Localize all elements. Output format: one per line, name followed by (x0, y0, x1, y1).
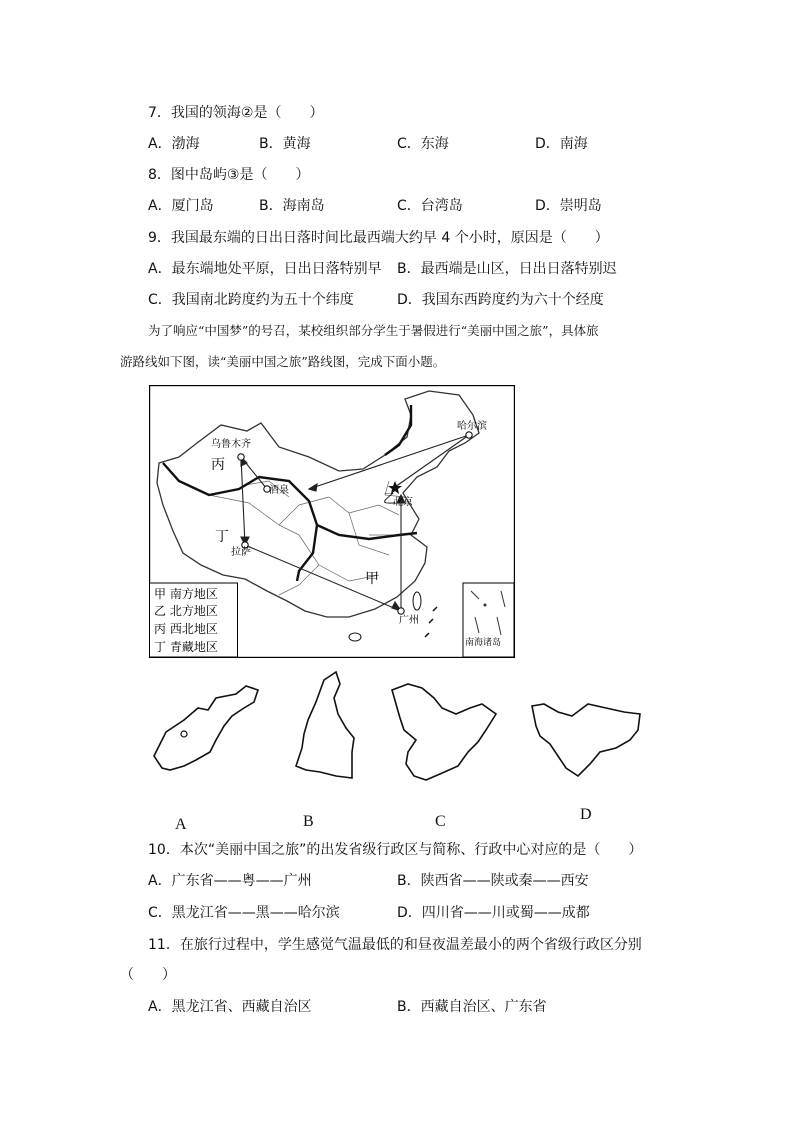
intro-line-2: 游路线如下图，读“美丽中国之旅”路线图，完成下面小题。 (120, 354, 446, 369)
region-bing: 丙 (211, 457, 225, 473)
intro-line-1: 为了响应“中国梦”的号召，某校组织部分学生于暑假进行“美丽中国之旅”，具体旅 (148, 323, 599, 338)
city-beijing: 北京 (393, 497, 413, 508)
legend-jia: 甲 南方地区 (154, 587, 218, 601)
province-shape-a (154, 686, 258, 770)
route-map (149, 385, 515, 658)
q7-option-d: D．南海 (535, 136, 588, 152)
city-urumqi: 乌鲁木齐 (211, 439, 251, 450)
legend-ding: 丁 青藏地区 (154, 640, 218, 654)
q7-option-a: A．渤海 (148, 136, 200, 152)
city-guangzhou: 广州 (399, 615, 419, 626)
province-shape-d (532, 704, 640, 776)
q10-option-c: C．黑龙江省——黑——哈尔滨 (148, 905, 340, 921)
q11-stem: 11．在旅行过程中，学生感觉气温最低的和昼夜温差最小的两个省级行政区分别 (148, 937, 642, 953)
q10-stem: 10．本次“美丽中国之旅”的出发省级行政区与简称、行政中心对应的是（ ） (148, 842, 643, 858)
province-shape-c (392, 684, 496, 780)
region-jia: 甲 (365, 571, 379, 587)
province-shape-b (296, 672, 354, 778)
inset-south-china-sea: 南海诸岛 (465, 638, 502, 648)
shape-label-b: B (303, 813, 314, 830)
q9-stem: 9．我国最东端的日出日落时间比最西端大约早 4 个小时，原因是（ ） (148, 230, 609, 246)
q9-option-a: A．最东端地处平原，日出日落特别早 (148, 261, 382, 277)
q8-option-a: A．厦门岛 (148, 198, 214, 214)
q8-stem: 8．图中岛屿③是（ ） (148, 167, 310, 183)
q8-option-b: B．海南岛 (259, 198, 325, 214)
q10-option-d: D．四川省——川或蜀——成都 (397, 905, 590, 921)
city-lhasa: 拉萨 (231, 547, 251, 558)
legend-bing: 丙 西北地区 (154, 622, 218, 636)
q10-option-b: B．陕西省——陕或秦——西安 (397, 873, 589, 889)
shape-label-d: D (580, 806, 592, 823)
region-yi: 乙 (383, 492, 397, 507)
city-jiuquan: 酒泉 (269, 485, 289, 496)
q8-option-c: C．台湾岛 (397, 198, 463, 214)
q7-option-c: C．东海 (397, 136, 449, 152)
q9-option-b: B．最西端是山区，日出日落特别迟 (397, 261, 617, 277)
q9-option-c: C．我国南北跨度约为五十个纬度 (148, 292, 354, 308)
shape-label-a: A (175, 816, 187, 833)
city-harbin: 哈尔滨 (457, 421, 487, 432)
shape-label-c: C (435, 813, 446, 830)
q9-option-d: D．我国东西跨度约为六十个经度 (397, 292, 604, 308)
q8-option-d: D．崇明岛 (535, 198, 602, 214)
region-ding: 丁 (215, 529, 229, 545)
legend-yi: 乙 北方地区 (154, 604, 218, 618)
q11-option-b: B．西藏自治区、广东省 (397, 999, 547, 1015)
q7-stem: 7．我国的领海②是（ ） (148, 105, 324, 121)
q11-option-a: A．黑龙江省、西藏自治区 (148, 999, 312, 1015)
q10-option-a: A．广东省——粤——广州 (148, 873, 312, 889)
q11-stem-continued: （ ） (120, 967, 176, 983)
q7-option-b: B．黄海 (259, 136, 311, 152)
